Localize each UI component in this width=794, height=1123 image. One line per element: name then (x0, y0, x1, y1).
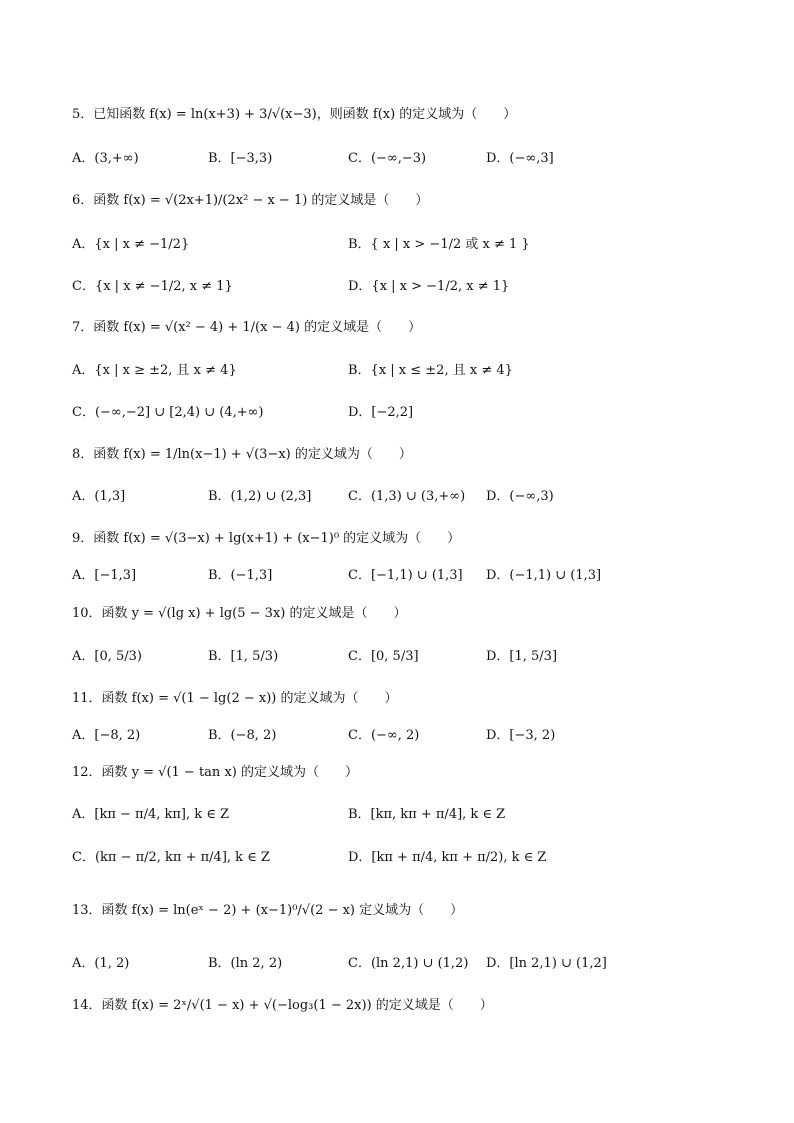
question-7-option-c: C．(−∞,−2] ∪ [2,4) ∪ (4,+∞) (72, 405, 264, 420)
question-12-option-d: D．[kπ + π/4, kπ + π/2), k ∈ Z (348, 850, 547, 865)
question-5-option-a: A．(3,+∞) (72, 151, 139, 166)
question-6-option-a: A．{x | x ≠ −1/2} (72, 237, 190, 252)
question-6-option-c: C．{x | x ≠ −1/2, x ≠ 1} (72, 279, 233, 294)
question-12-option-c: C．(kπ − π/2, kπ + π/4], k ∈ Z (72, 850, 270, 865)
question-8-stem: 8．函数 f(x) = 1/ln(x−1) + √(3−x) 的定义域为（ ） (72, 447, 412, 462)
question-10-option-c: C．[0, 5/3] (348, 649, 419, 664)
question-8-option-a: A．(1,3] (72, 489, 126, 504)
question-8-option-b: B．(1,2) ∪ (2,3] (208, 489, 312, 504)
question-5-stem: 5．已知函数 f(x) = ln(x+3) + 3/√(x−3)，则函数 f(x) 的定义域为（ ） (72, 107, 517, 122)
question-5-option-d: D．(−∞,3] (486, 151, 554, 166)
question-11-option-c: C．(−∞, 2) (348, 728, 420, 743)
question-11-stem: 11．函数 f(x) = √(1 − lg(2 − x)) 的定义域为（ ） (72, 691, 398, 706)
question-12-stem: 12．函数 y = √(1 − tan x) 的定义域为（ ） (72, 765, 358, 780)
question-9-option-a: A．[−1,3] (72, 568, 137, 583)
question-12-option-a: A．[kπ − π/4, kπ], k ∈ Z (72, 807, 230, 822)
question-6-stem: 6．函数 f(x) = √(2x+1)/(2x² − x − 1) 的定义域是（ ） (72, 193, 429, 208)
question-11-option-d: D．[−3, 2) (486, 728, 556, 743)
question-7-option-b: B．{x | x ≤ ±2, 且 x ≠ 4} (348, 363, 513, 378)
question-13-option-d: D．[ln 2,1) ∪ (1,2] (486, 956, 607, 971)
question-5-option-b: B．[−3,3) (208, 151, 273, 166)
question-7-stem: 7．函数 f(x) = √(x² − 4) + 1/(x − 4) 的定义域是（ ） (72, 320, 422, 335)
question-9-option-c: C．[−1,1) ∪ (1,3] (348, 568, 463, 583)
question-14-stem: 14．函数 f(x) = 2ˣ/√(1 − x) + √(−log₃(1 − 2x)) 的定义域是（ ） (72, 998, 493, 1013)
question-10-option-d: D．[1, 5/3] (486, 649, 558, 664)
question-10-option-a: A．[0, 5/3) (72, 649, 142, 664)
question-9-stem: 9．函数 f(x) = √(3−x) + lg(x+1) + (x−1)⁰ 的定义域为（ ） (72, 531, 461, 546)
question-8-option-d: D．(−∞,3) (486, 489, 554, 504)
question-13-option-c: C．(ln 2,1) ∪ (1,2) (348, 956, 469, 971)
question-13-option-b: B．(ln 2, 2) (208, 956, 283, 971)
question-9-option-b: B．(−1,3] (208, 568, 273, 583)
question-6-option-b: B．{ x | x > −1/2 或 x ≠ 1 } (348, 237, 530, 252)
question-7-option-d: D．[−2,2] (348, 405, 414, 420)
question-9-option-d: D．(−1,1) ∪ (1,3] (486, 568, 602, 583)
question-11-option-b: B．(−8, 2) (208, 728, 277, 743)
question-6-option-d: D．{x | x > −1/2, x ≠ 1} (348, 279, 510, 294)
question-13-option-a: A．(1, 2) (72, 956, 130, 971)
question-10-stem: 10．函数 y = √(lg x) + lg(5 − 3x) 的定义域是（ ） (72, 606, 407, 621)
question-10-option-b: B．[1, 5/3) (208, 649, 279, 664)
question-8-option-c: C．(1,3) ∪ (3,+∞) (348, 489, 466, 504)
question-7-option-a: A．{x | x ≥ ±2, 且 x ≠ 4} (72, 363, 237, 378)
question-11-option-a: A．[−8, 2) (72, 728, 141, 743)
question-5-option-c: C．(−∞,−3) (348, 151, 427, 166)
question-13-stem: 13．函数 f(x) = ln(eˣ − 2) + (x−1)⁰/√(2 − x) 定义域为（ ） (72, 903, 464, 918)
question-12-option-b: B．[kπ, kπ + π/4], k ∈ Z (348, 807, 506, 822)
